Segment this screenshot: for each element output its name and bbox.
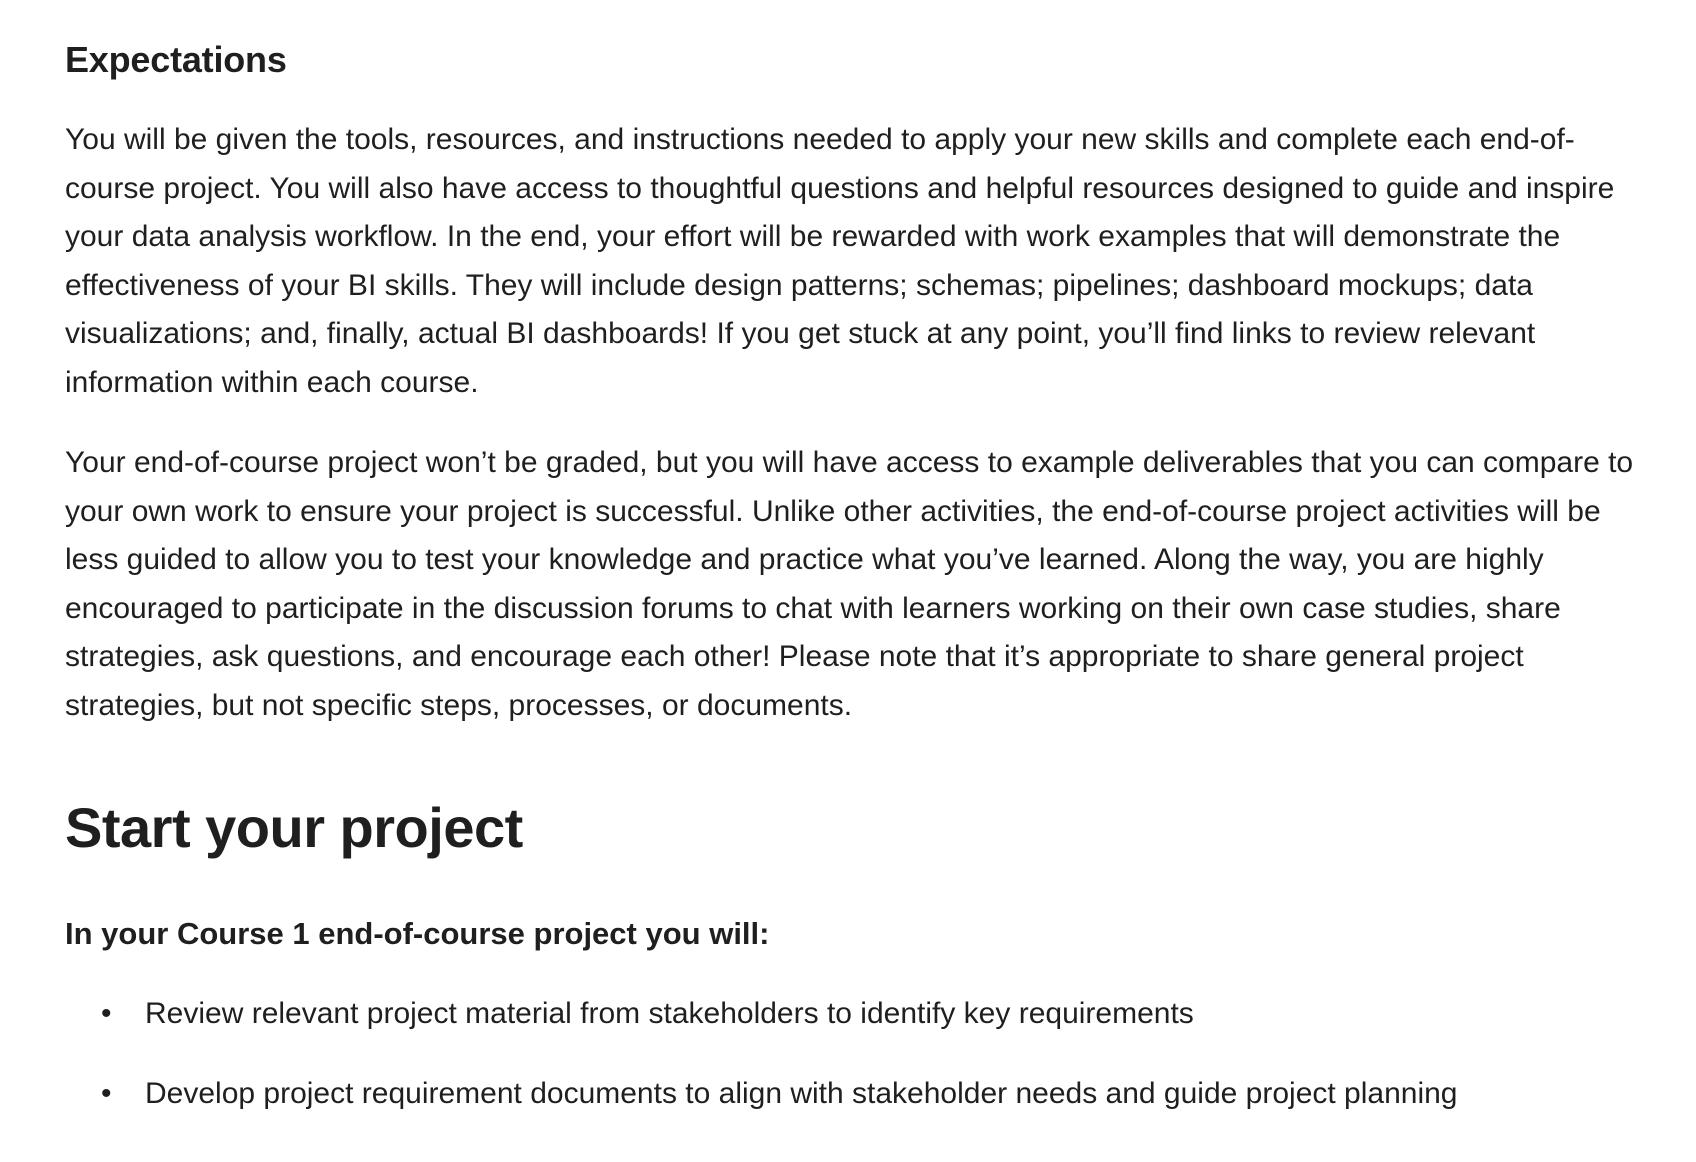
start-project-heading: Start your project — [65, 796, 523, 859]
start-project-lead: In your Course 1 end-of-course project you will: — [65, 916, 770, 951]
article-content — [65, 30, 1650, 1150]
list-item — [101, 1070, 1650, 1118]
bullet-icon: • — [101, 997, 112, 1030]
expectations-paragraph-1: You will be given the tools, resources, and instructions needed to apply your new skills and complete each end-of-course project. You will also have access to thoughtful questions and helpful resources designed to guide and inspire your data analysis workflow. In the end, your effort will be rewarded with work examples that will demonstrate the effectiveness of your BI skills. They will include design patterns; schemas; pipelines; dashboard mockups; data visualizations; and, finally, actual BI dashboards! If you get stuck at any point, you’ll find links to review relevant information within each course. — [65, 123, 1615, 399]
task-list — [65, 990, 1650, 1118]
expectations-heading: Expectations — [65, 39, 287, 80]
bullet-icon: • — [101, 1077, 112, 1110]
expectations-paragraph-2: Your end-of-course project won’t be graded, but you will have access to example deliverables that you can compare to your own work to ensure your project is successful. Unlike other activities, the end-of-course project activities will be less guided to allow you to test your knowledge and practice what you’ve learned. Along the way, you are highly encouraged to participate in the discussion forums to chat with learners working on their own case studies, share strategies, ask questions, and encourage each other! Please note that it’s appropriate to share general project strategies, but not specific steps, processes, or documents. — [65, 446, 1634, 722]
list-item-text: Develop project requirement documents to align with stakeholder needs and guide project planning — [145, 1077, 1458, 1110]
list-item — [101, 990, 1650, 1038]
list-item-text: Review relevant project material from stakeholders to identify key requirements — [145, 997, 1194, 1030]
